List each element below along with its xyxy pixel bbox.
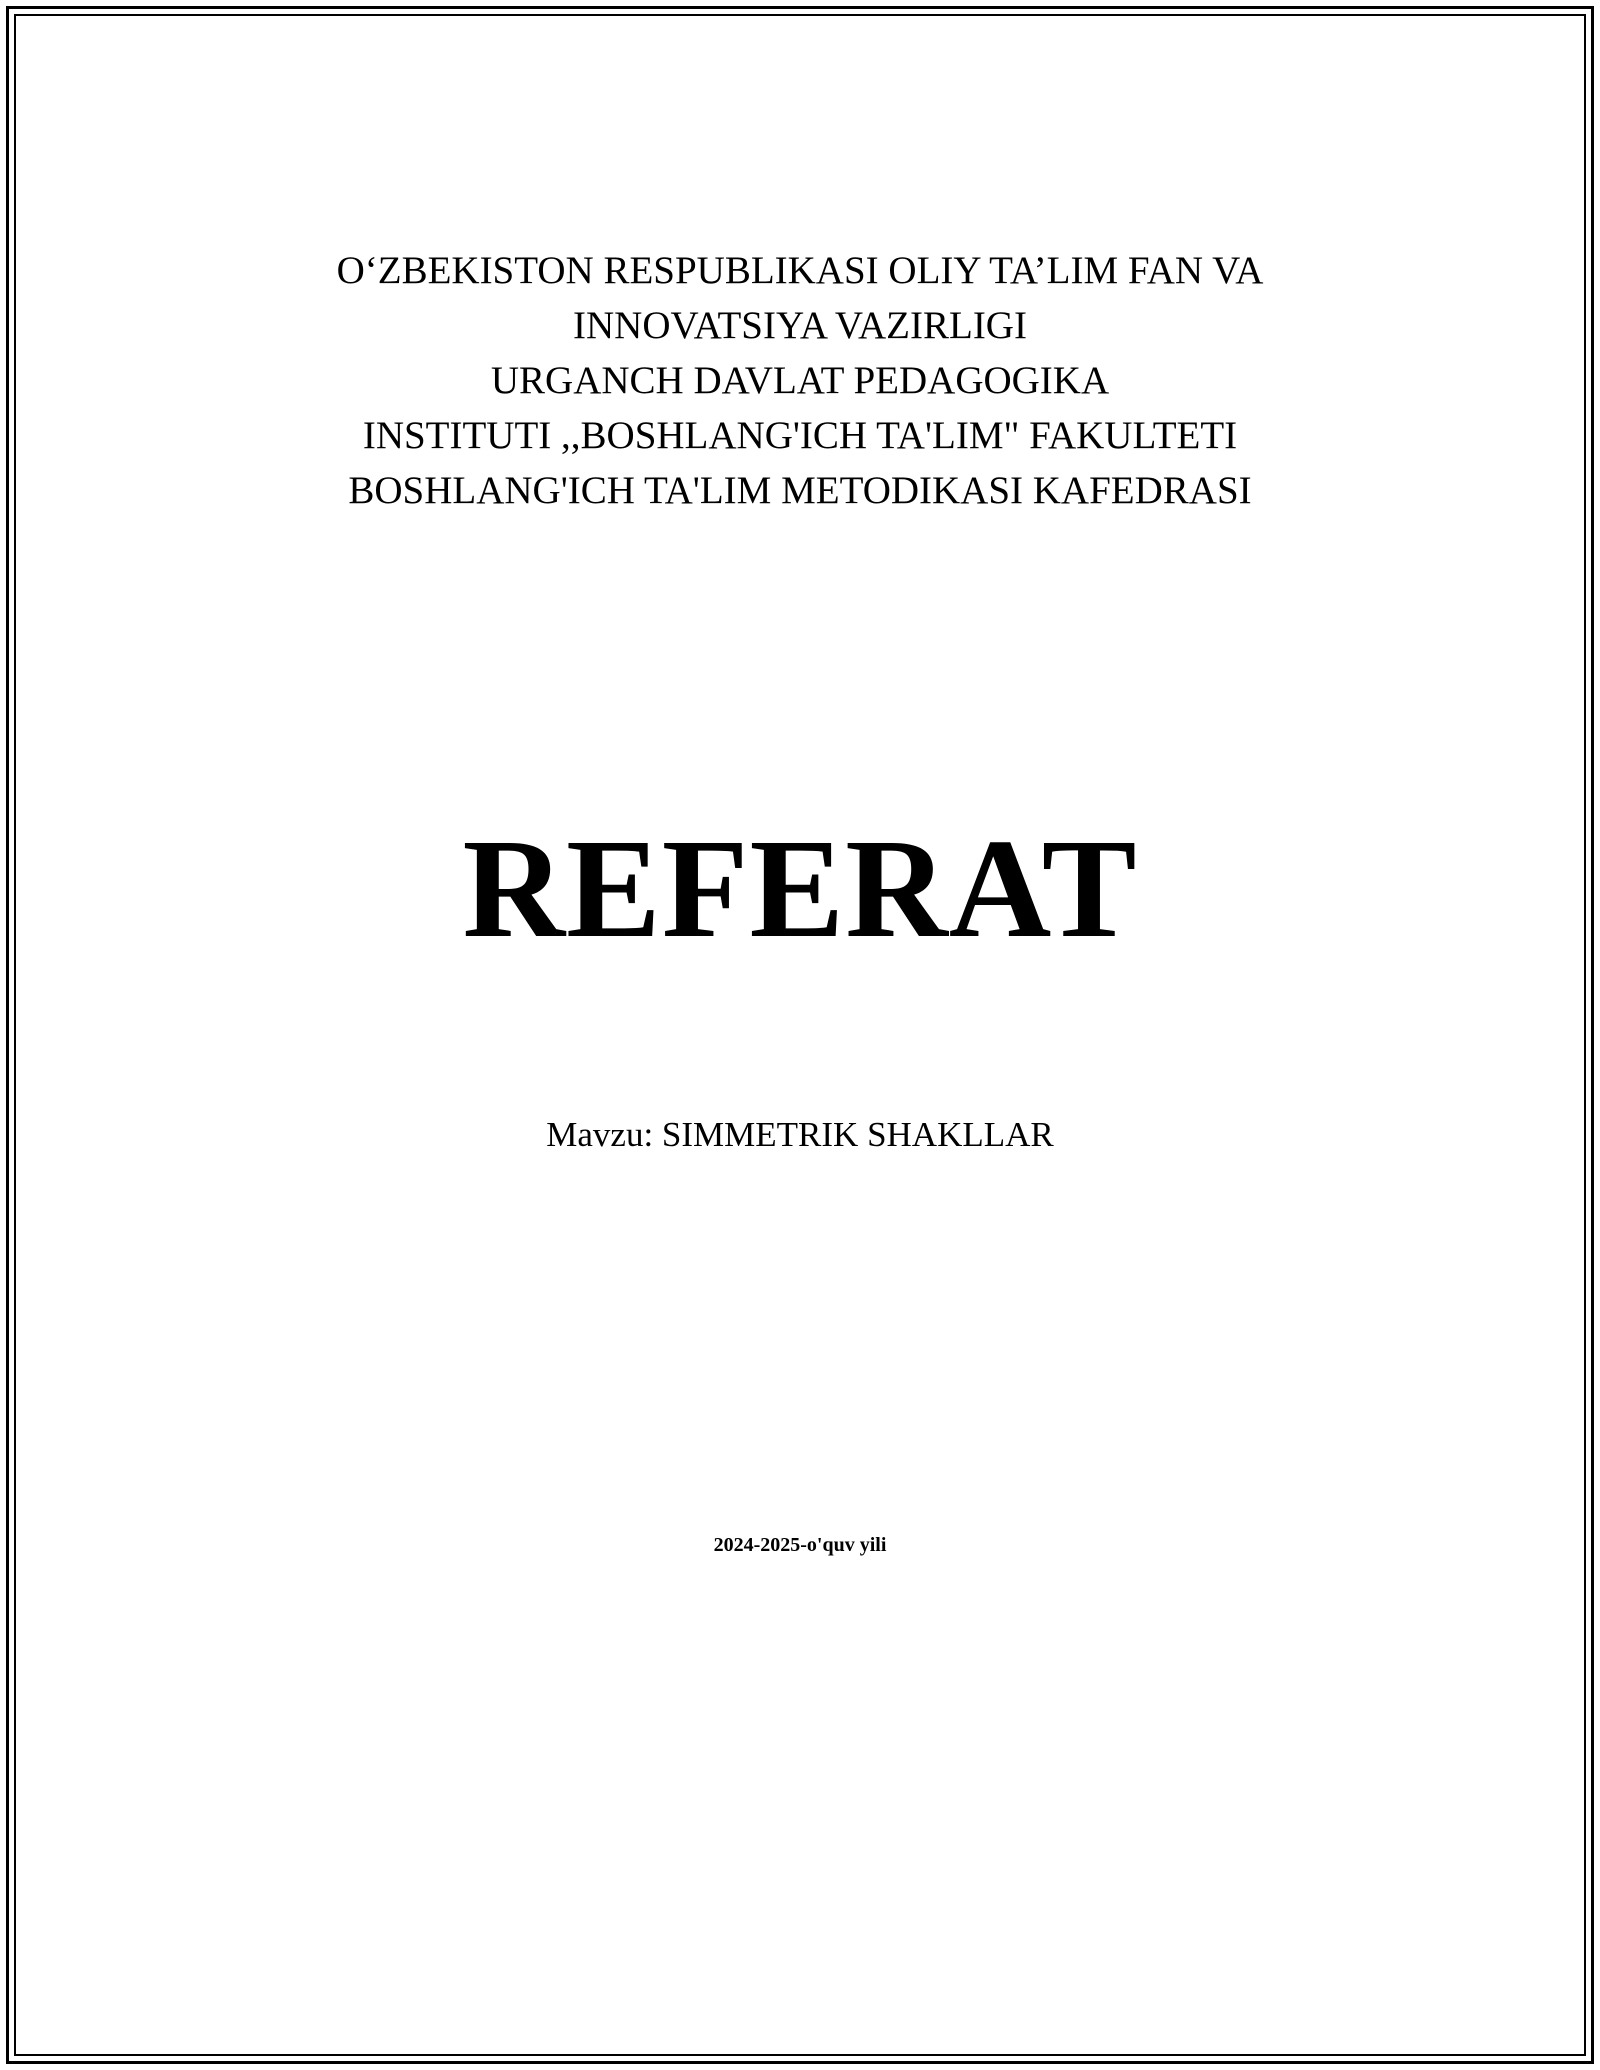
header-line-department: BOSHLANG'ICH TA'LIM METODIKASI KAFEDRASI <box>348 469 1252 512</box>
topic-value: SIMMETRIK SHAKLLAR <box>661 1115 1054 1154</box>
document-title: REFERAT <box>462 809 1138 967</box>
header-line-institute-2: INSTITUTI ,,BOSHLANG'ICH TA'LIM" FAKULTETI <box>362 414 1238 457</box>
topic-label: Mavzu: <box>546 1115 654 1154</box>
header-line-institute-1: URGANCH DAVLAT PEDAGOGIKA <box>490 359 1110 402</box>
header-line-ministry-2: INNOVATSIYA VAZIRLIGI <box>573 304 1027 347</box>
header-line-ministry-1: O‘ZBEKISTON RESPUBLIKASI OLIY TA’LIM FAN VA <box>336 249 1264 292</box>
academic-year: 2024-2025-o'quv yili <box>713 1534 887 1556</box>
topic-line <box>0 1113 1600 1157</box>
institution-header <box>0 243 1600 518</box>
